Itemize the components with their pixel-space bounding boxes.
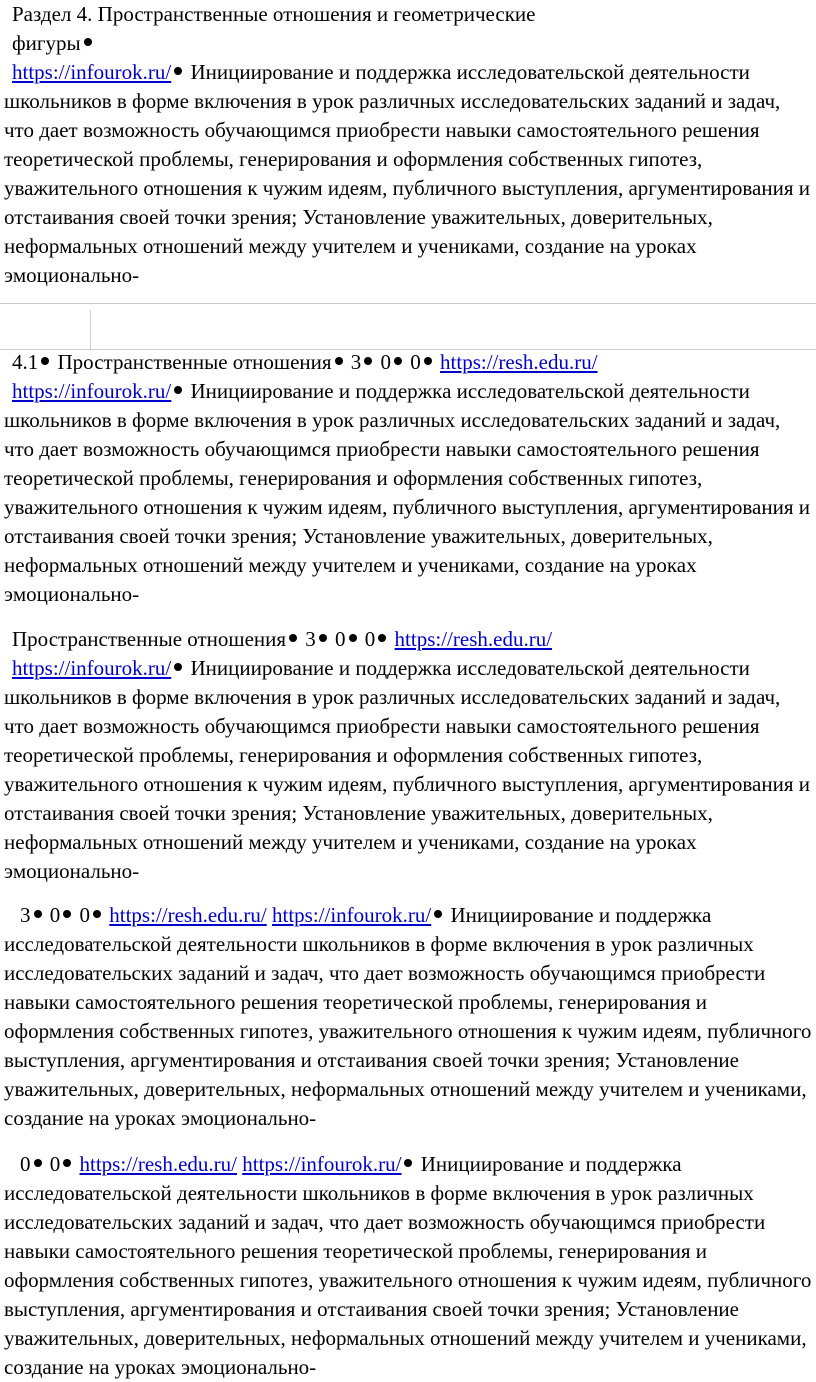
bullet-icon — [84, 38, 92, 46]
row-number: 4.1 — [12, 350, 39, 374]
resh-link[interactable]: https://resh.edu.ru/ — [394, 627, 553, 651]
description-text: Инициирование и поддержка исследовательской деятельности школьников в форме включения в урок различных исследовательских заданий и задач, что дает возможность обучающимся приобрести навыки самостоятельного решения теоретической проблемы, генерирования и оформления собственных гипотез, уважительного отношения к чужим идеям, публичного выступления, аргументирования и отстаивания своей точки зрения; Установление уважительных, доверительных, неформальных отношений между учителем и учениками, создание на уроках эмоционально- — [4, 1152, 812, 1379]
bullet-icon — [289, 634, 297, 642]
infourok-link[interactable]: https://infourok.ru/ — [271, 903, 432, 927]
bullet-icon — [174, 663, 182, 671]
hours-tests: 0 — [20, 1152, 31, 1176]
table-border — [0, 303, 816, 304]
row-topic: Пространственные отношения — [12, 627, 287, 651]
row-content — [0, 901, 816, 1133]
resources-paragraph — [0, 654, 816, 886]
hours-practice: 0 — [410, 350, 421, 374]
description-text: Инициирование и поддержка исследовательской деятельности школьников в форме включения в урок различных исследовательских заданий и задач, что дает возможность обучающимся приобрести навыки самостоятельного решения теоретической проблемы, генерирования и оформления собственных гипотез, уважительного отношения к чужим идеям, публичного выступления, аргументирования и отстаивания своей точки зрения; Установление уважительных, доверительных, неформальных отношений между учителем и учениками, создание на уроках эмоционально- — [4, 903, 812, 1130]
bullet-icon — [34, 1159, 42, 1167]
bullet-icon — [364, 357, 372, 365]
bullet-icon — [404, 1159, 412, 1167]
bullet-icon — [335, 357, 343, 365]
table-row — [0, 625, 816, 886]
hours-total: 3 — [20, 903, 31, 927]
hours-practice: 0 — [364, 627, 376, 651]
description-text: Инициирование и поддержка исследовательской деятельности школьников в форме включения в урок различных исследовательских заданий и задач, что дает возможность обучающимся приобрести навыки самостоятельного решения теоретической проблемы, генерирования и оформления собственных гипотез, уважительного отношения к чужим идеям, публичного выступления, аргументирования и отстаивания своей точки зрения; Установление уважительных, доверительных, неформальных отношений между учителем и учениками, создание на уроках эмоционально- — [4, 656, 810, 883]
section-block — [0, 0, 816, 290]
hours-total: 3 — [305, 627, 316, 651]
infourok-link[interactable]: https://infourok.ru/ — [12, 656, 172, 680]
row-content — [0, 1150, 816, 1382]
row-header — [0, 625, 816, 654]
bullet-icon — [63, 910, 71, 918]
infourok-link[interactable]: https://infourok.ru/ — [12, 379, 172, 403]
bullet-icon — [174, 67, 182, 75]
bullet-icon — [394, 357, 402, 365]
hours-tests: 0 — [380, 350, 392, 374]
bullet-icon — [34, 910, 42, 918]
hours-tests: 0 — [335, 627, 346, 651]
section-title-cont: фигуры — [0, 29, 816, 58]
bullet-icon — [319, 634, 327, 642]
bullet-icon — [424, 357, 432, 365]
row-header — [0, 348, 816, 377]
bullet-icon — [174, 386, 182, 394]
table-row — [0, 348, 816, 609]
table-row — [0, 901, 816, 1133]
resh-link[interactable]: https://resh.edu.ru/ — [440, 350, 598, 374]
bullet-icon — [93, 910, 101, 918]
resh-link[interactable]: https://resh.edu.ru/ — [79, 1152, 237, 1176]
bullet-icon — [41, 357, 49, 365]
hours-total: 3 — [350, 350, 362, 374]
resh-link[interactable]: https://resh.edu.ru/ — [109, 903, 267, 927]
section-title: Раздел 4. Пространственные отношения и геометрические — [12, 2, 536, 26]
description-text: Инициирование и поддержка исследовательской деятельности школьников в форме включения в урок различных исследовательских заданий и задач, что дает возможность обучающимся приобрести навыки самостоятельного решения теоретической проблемы, генерирования и оформления собственных гипотез, уважительного отношения к чужим идеям, публичного выступления, аргументирования и отстаивания своей точки зрения; Установление уважительных, доверительных, неформальных отношений между учителем и учениками, создание на уроках эмоционально- — [4, 379, 810, 606]
resources-paragraph — [0, 58, 816, 290]
bullet-icon — [378, 634, 386, 642]
table-row — [0, 1150, 816, 1382]
bullet-icon — [434, 910, 442, 918]
infourok-link[interactable]: https://infourok.ru/ — [242, 1152, 402, 1176]
bullet-icon — [63, 1159, 71, 1167]
description-text: Инициирование и поддержка исследовательской деятельности школьников в форме включения в урок различных исследовательских заданий и задач, что дает возможность обучающимся приобрести навыки самостоятельного решения теоретической проблемы, генерирования и оформления собственных гипотез, уважительного отношения к чужим идеям, публичного выступления, аргументирования и отстаивания своей точки зрения; Установление уважительных, доверительных, неформальных отношений между учителем и учениками, создание на уроках эмоционально- — [4, 60, 810, 287]
table-border — [90, 310, 91, 349]
hours-practice: 0 — [49, 1152, 61, 1176]
bullet-icon — [349, 634, 357, 642]
infourok-link[interactable]: https://infourok.ru/ — [12, 60, 172, 84]
hours-tests: 0 — [49, 903, 61, 927]
resources-paragraph — [0, 377, 816, 609]
hours-practice: 0 — [79, 903, 90, 927]
row-topic: Пространственные отношения — [57, 350, 332, 374]
